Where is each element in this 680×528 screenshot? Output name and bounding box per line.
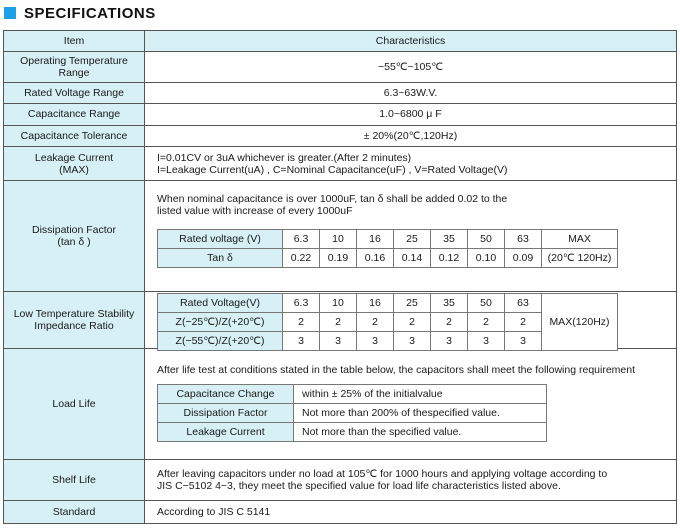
load-life-item-row <box>158 423 547 442</box>
rated-voltage-value: 6.3~63W.V. <box>145 82 677 103</box>
dissipation-row <box>4 181 677 291</box>
rated-voltage-row <box>4 82 677 103</box>
dissipation-head-label: Rated voltage (V) <box>158 230 283 249</box>
page-title: SPECIFICATIONS <box>24 4 156 22</box>
tan-delta-cell: 0.14 <box>394 249 431 268</box>
operating-temp-value: −55℃~105℃ <box>145 52 677 82</box>
low-temp-value <box>145 291 677 349</box>
impedance-cell: 3 <box>394 331 431 350</box>
dissipation-voltage-row <box>158 230 618 249</box>
shelf-life-line-2: JIS C−5102 4−3, they meet the specified value for load life characteristics listed above. <box>157 479 561 492</box>
dissipation-max-label: MAX <box>542 230 618 249</box>
impedance-voltage-row <box>158 293 618 312</box>
load-life-item-label: Capacitance Change <box>158 385 294 404</box>
impedance-cell: 3 <box>357 331 394 350</box>
voltage-cell: 25 <box>394 230 431 249</box>
capacitance-tolerance-label: Capacitance Tolerance <box>4 125 145 146</box>
shelf-life-label: Shelf Life <box>4 460 145 500</box>
impedance-cell: 3 <box>283 331 320 350</box>
impedance-cell: 3 <box>468 331 505 350</box>
low-temp-label: Low Temperature Stability Impedance Ratio <box>4 291 145 349</box>
voltage-cell: 6.3 <box>283 230 320 249</box>
impedance-cell: 2 <box>505 312 542 331</box>
spec-table <box>3 30 677 524</box>
operating-temp-row <box>4 52 677 82</box>
standard-label: Standard <box>4 500 145 523</box>
tan-delta-cell: 0.19 <box>320 249 357 268</box>
load-life-item-value: Not more than 200% of thespecified value. <box>294 404 547 423</box>
voltage-cell: 63 <box>505 230 542 249</box>
impedance-row2-label: Z(−55℃)/Z(+20℃) <box>158 331 283 350</box>
impedance-head-label: Rated Voltage(V) <box>158 293 283 312</box>
impedance-cell: 2 <box>357 312 394 331</box>
capacitance-tolerance-value: ± 20%(20℃,120Hz) <box>145 125 677 146</box>
voltage-cell: 6.3 <box>283 293 320 312</box>
capacitance-range-value: 1.0~6800 μ F <box>145 103 677 125</box>
dissipation-label: Dissipation Factor (tan δ ) <box>4 181 145 291</box>
dissipation-table <box>157 229 618 268</box>
standard-row <box>4 500 677 523</box>
tan-delta-cell: 0.22 <box>283 249 320 268</box>
dissipation-note: When nominal capacitance is over 1000uF, tan δ shall be added 0.02 to the listed value with increase of every 1000uF <box>157 193 508 218</box>
load-life-note: After life test at conditions stated in the table below, the capacitors shall meet the following requirement <box>157 364 636 377</box>
load-life-item-row <box>158 404 547 423</box>
impedance-cell: 2 <box>283 312 320 331</box>
tan-delta-label: Tan δ <box>158 249 283 268</box>
impedance-table <box>157 293 618 351</box>
standard-value: According to JIS C 5141 <box>145 500 677 523</box>
shelf-life-row <box>4 460 677 500</box>
leakage-value <box>145 147 677 181</box>
table-header-row <box>4 31 677 52</box>
load-life-label: Load Life <box>4 349 145 460</box>
characteristics-header: Characteristics <box>145 31 677 52</box>
leakage-line-1: I=0.01CV or 3uA whichever is greater.(After 2 minutes) <box>157 151 412 164</box>
load-life-item-label: Dissipation Factor <box>158 404 294 423</box>
leakage-line-2: I=Leakage Current(uA) , C=Nominal Capacitance(uF) , V=Rated Voltage(V) <box>157 163 508 176</box>
shelf-life-value <box>145 460 677 500</box>
dissipation-max-value: (20℃ 120Hz) <box>542 249 618 268</box>
item-header: Item <box>4 31 145 52</box>
impedance-cell: 2 <box>468 312 505 331</box>
voltage-cell: 50 <box>468 230 505 249</box>
load-life-item-label: Leakage Current <box>158 423 294 442</box>
voltage-cell: 10 <box>320 293 357 312</box>
voltage-cell: 50 <box>468 293 505 312</box>
shelf-life-line-1: After leaving capacitors under no load at 105℃ for 1000 hours and applying voltage according to <box>157 467 608 480</box>
impedance-max-label: MAX(120Hz) <box>542 293 618 350</box>
capacitance-tolerance-row <box>4 125 677 146</box>
impedance-cell: 2 <box>394 312 431 331</box>
tan-delta-cell: 0.16 <box>357 249 394 268</box>
impedance-cell: 3 <box>431 331 468 350</box>
load-life-item-row <box>158 385 547 404</box>
load-life-item-value: within ± 25% of the initialvalue <box>294 385 547 404</box>
tan-delta-cell: 0.09 <box>505 249 542 268</box>
load-life-item-value: Not more than the specified value. <box>294 423 547 442</box>
voltage-cell: 10 <box>320 230 357 249</box>
voltage-cell: 25 <box>394 293 431 312</box>
load-life-table <box>157 384 547 442</box>
voltage-cell: 16 <box>357 293 394 312</box>
dissipation-value <box>145 181 677 291</box>
load-life-value <box>145 349 677 460</box>
impedance-cell: 3 <box>505 331 542 350</box>
load-life-row <box>4 349 677 460</box>
tan-delta-row <box>158 249 618 268</box>
capacitance-range-row <box>4 103 677 125</box>
impedance-cell: 2 <box>320 312 357 331</box>
section-header <box>4 3 156 23</box>
leakage-label: Leakage Current (MAX) <box>4 147 145 181</box>
voltage-cell: 63 <box>505 293 542 312</box>
voltage-cell: 16 <box>357 230 394 249</box>
tan-delta-cell: 0.12 <box>431 249 468 268</box>
voltage-cell: 35 <box>431 293 468 312</box>
impedance-cell: 2 <box>431 312 468 331</box>
impedance-row1-label: Z(−25℃)/Z(+20℃) <box>158 312 283 331</box>
impedance-cell: 3 <box>320 331 357 350</box>
square-bullet-icon <box>4 7 16 19</box>
tan-delta-cell: 0.10 <box>468 249 505 268</box>
voltage-cell: 35 <box>431 230 468 249</box>
leakage-row <box>4 147 677 181</box>
capacitance-range-label: Capacitance Range <box>4 103 145 125</box>
operating-temp-label: Operating Temperature Range <box>4 52 145 82</box>
rated-voltage-label: Rated Voltage Range <box>4 82 145 103</box>
low-temp-row <box>4 291 677 349</box>
